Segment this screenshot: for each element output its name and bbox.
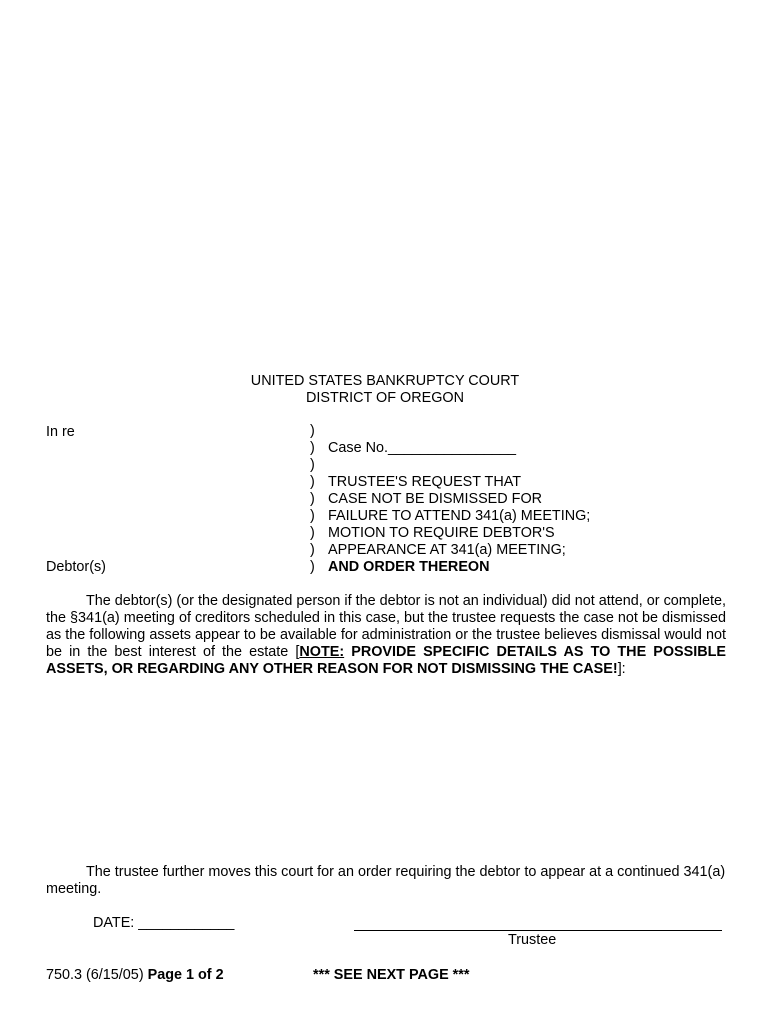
court-name: UNITED STATES BANKRUPTCY COURT	[250, 373, 520, 389]
footer-form-number	[46, 967, 224, 984]
trustee-label: Trustee	[508, 932, 557, 948]
court-district: DISTRICT OF OREGON	[305, 390, 465, 406]
case-caption: ) ) Case No.________________ ) ) TRUSTEE'S REQUEST THAT ) CASE NOT BE DISMISSED FOR ) FAILURE TO ATTEND 341(a) MEETING; ) MOTION TO REQUIRE DEBTOR'S ) APPEARANCE AT 341(a) MEETING; ) AND ORDER THEREON	[310, 423, 591, 575]
title-line: APPEARANCE AT 341(a) MEETING;	[328, 542, 566, 558]
signature-line	[354, 930, 722, 931]
date-field: DATE: ____________	[93, 915, 235, 931]
title-line: MOTION TO REQUIRE DEBTOR'S	[328, 525, 555, 541]
debtor-label: Debtor(s)	[46, 559, 106, 575]
in-re-label: In re	[46, 424, 75, 440]
page-number: Page 1 of 2	[147, 967, 224, 983]
see-next-page: *** SEE NEXT PAGE ***	[313, 967, 470, 983]
form-number: 750.3 (6/15/05)	[46, 967, 148, 983]
title-line: CASE NOT BE DISMISSED FOR	[328, 491, 543, 507]
motion-paragraph: The trustee further moves this court for an order requiring the debtor to appear at a continued 341(a) meeting.	[46, 864, 726, 897]
note-label: NOTE:	[299, 644, 345, 660]
request-text: The debtor(s) (or the designated person if the debtor is not an individual) did not attend, or complete, the §341(a) meeting of creditors scheduled in this case, but the trustee requests the case not be dismissed as the following assets appear to be available for administration or the trustee believes dismissal would not be in the best interest of the estate [	[46, 593, 726, 660]
title-line-bold: AND ORDER THEREON	[328, 559, 490, 575]
title-line: TRUSTEE'S REQUEST THAT	[328, 474, 522, 490]
title-line: FAILURE TO ATTEND 341(a) MEETING;	[328, 508, 591, 524]
note-text: PROVIDE SPECIFIC DETAILS AS TO THE POSSIBLE ASSETS, OR REGARDING ANY OTHER REASON FOR NOT DISMISSING THE CASE!	[46, 644, 726, 677]
case-number-field: Case No.________________	[328, 440, 517, 456]
request-end: ]:	[617, 661, 626, 677]
request-paragraph	[46, 593, 726, 678]
